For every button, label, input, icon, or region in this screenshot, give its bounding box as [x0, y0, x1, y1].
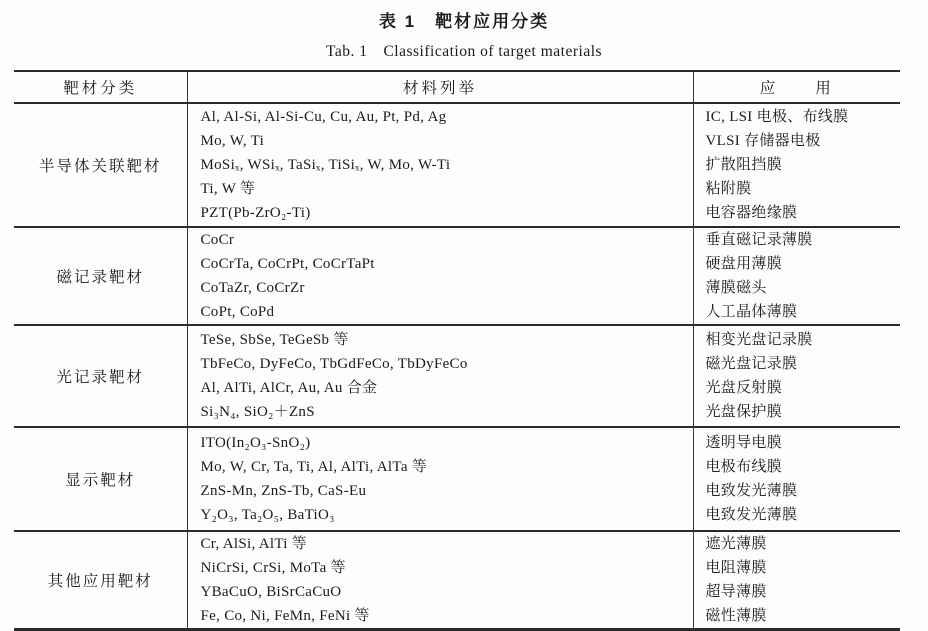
category-label: 显示靶材 [14, 427, 187, 531]
material-line: Al, Al-Si, Al-Si-Cu, Cu, Au, Pt, Pd, Ag [200, 109, 447, 125]
application-line: 超导薄膜 [705, 584, 767, 600]
materials-cell [187, 531, 693, 630]
applications-cell [693, 103, 900, 227]
application-line: 粘附膜 [705, 181, 752, 197]
material-line: CoCrTa, CoCrPt, CoCrTaPt [200, 256, 375, 272]
material-line: Al, AlTi, AlCr, Au, Au 合金 [200, 380, 378, 396]
application-line: 光盘保护膜 [705, 404, 783, 420]
table-title-chinese: 表 1 靶材应用分类 [378, 12, 550, 31]
application-line: VLSI 存储器电极 [705, 133, 821, 149]
material-line: TeSe, SbSe, TeGeSb 等 [200, 332, 349, 348]
applications-cell [693, 227, 900, 325]
table-title-english: Tab. 1 Classification of target materials [325, 43, 603, 60]
material-line: Ti, W 等 [200, 181, 256, 197]
application-line: 相变光盘记录膜 [705, 332, 813, 348]
table-row-other-applications [14, 531, 900, 630]
material-line: PZT(Pb-ZrO₂-Ti) [200, 205, 311, 221]
category-label: 其他应用靶材 [14, 531, 187, 630]
material-line: MoSiₓ, WSiₓ, TaSiₓ, TiSiₓ, W, Mo, W-Ti [200, 157, 451, 173]
header-materials: 材料列举 [187, 71, 693, 103]
target-materials-table [14, 70, 900, 631]
materials-cell [187, 103, 693, 227]
material-line: CoCr [200, 232, 235, 248]
header-application: 应 用 [693, 71, 900, 103]
material-line: Si₃N₄, SiO₂＋ZnS [200, 404, 315, 420]
application-line: 透明导电膜 [705, 435, 783, 451]
application-line: 电容器绝缘膜 [705, 205, 798, 221]
application-line: 垂直磁记录薄膜 [705, 232, 813, 248]
materials-cell [187, 325, 693, 427]
applications-cell [693, 325, 900, 427]
category-label: 磁记录靶材 [14, 227, 187, 325]
application-line: 电致发光薄膜 [705, 483, 798, 499]
material-line: CoPt, CoPd [200, 304, 275, 320]
material-line: Mo, W, Cr, Ta, Ti, Al, AlTi, AlTa 等 [200, 459, 428, 475]
material-line: NiCrSi, CrSi, MoTa 等 [200, 560, 346, 576]
category-label: 半导体关联靶材 [14, 103, 187, 227]
materials-cell [187, 227, 693, 325]
category-label: 光记录靶材 [14, 325, 187, 427]
material-line: ITO(In₂O₃-SnO₂) [200, 435, 311, 451]
application-line: 薄膜磁头 [705, 280, 767, 296]
table-row-magnetic-recording [14, 227, 900, 325]
table-row-optical-recording [14, 325, 900, 427]
application-line: 光盘反射膜 [705, 380, 783, 396]
application-line: 扩散阻挡膜 [705, 157, 783, 173]
application-line: 电致发光薄膜 [705, 507, 798, 523]
material-line: Y₂O₃, Ta₂O₅, BaTiO₃ [200, 507, 335, 523]
application-line: 硬盘用薄膜 [705, 256, 783, 272]
material-line: TbFeCo, DyFeCo, TbGdFeCo, TbDyFeCo [200, 356, 468, 372]
material-line: Fe, Co, Ni, FeMn, FeNi 等 [200, 608, 370, 624]
application-line: 人工晶体薄膜 [705, 304, 798, 320]
application-line: IC, LSI 电极、布线膜 [705, 109, 849, 125]
applications-cell [693, 531, 900, 630]
application-line: 遮光薄膜 [705, 536, 767, 552]
header-category: 靶材分类 [14, 71, 187, 103]
application-line: 磁性薄膜 [705, 608, 767, 624]
application-line: 电阻薄膜 [705, 560, 767, 576]
material-line: Mo, W, Ti [200, 133, 265, 149]
material-line: Cr, AlSi, AlTi 等 [200, 536, 308, 552]
application-line: 磁光盘记录膜 [705, 356, 798, 372]
materials-cell [187, 427, 693, 531]
material-line: CoTaZr, CoCrZr [200, 280, 305, 296]
table-row-semiconductor [14, 103, 900, 227]
material-line: YBaCuO, BiSrCaCuO [200, 584, 342, 600]
material-line: ZnS-Mn, ZnS-Tb, CaS-Eu [200, 483, 367, 499]
application-line: 电极布线膜 [705, 459, 783, 475]
table-header-row [14, 71, 900, 103]
applications-cell [693, 427, 900, 531]
table-row-display [14, 427, 900, 531]
